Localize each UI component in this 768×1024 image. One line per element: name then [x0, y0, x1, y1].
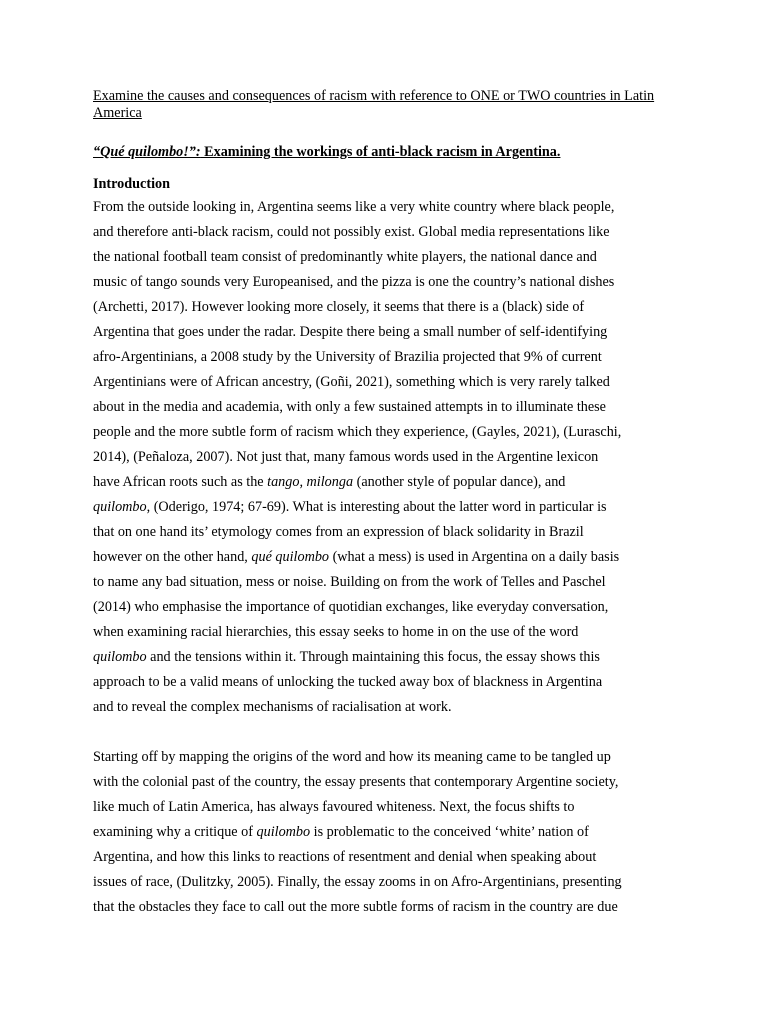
text-line	[93, 645, 683, 670]
text-line	[93, 470, 683, 495]
text-run: and therefore anti-black racism, could not possibly exist. Global media representations like	[93, 224, 610, 240]
text-line	[93, 220, 683, 245]
paragraph-1	[93, 195, 683, 720]
paragraph-2	[93, 745, 683, 920]
text-line	[93, 195, 683, 220]
text-line	[93, 845, 683, 870]
text-run: Argentinians were of African ancestry, (Goñi, 2021), something which is very rarely talked	[93, 374, 610, 390]
text-line	[93, 545, 683, 570]
essay-title-italic: “Qué quilombo!”:	[93, 144, 201, 160]
text-line	[93, 695, 683, 720]
text-run: (2014) who emphasise the importance of quotidian exchanges, like everyday conversation,	[93, 599, 609, 615]
text-run: afro-Argentinians, a 2008 study by the University of Brazilia projected that 9% of current	[93, 349, 602, 365]
text-line	[93, 270, 683, 295]
text-run: the national football team consist of predominantly white players, the national dance and	[93, 249, 597, 265]
text-line	[93, 620, 683, 645]
text-line	[93, 670, 683, 695]
text-line	[93, 245, 683, 270]
text-run: From the outside looking in, Argentina seems like a very white country where black people,	[93, 199, 615, 215]
text-line	[93, 770, 683, 795]
italic-term: quilombo	[256, 824, 311, 840]
text-run: people and the more subtle form of racism which they experience, (Gayles, 2021), (Luraschi,	[93, 424, 622, 440]
italic-term: quilombo	[93, 499, 147, 515]
text-line	[93, 870, 683, 895]
document-content	[93, 88, 683, 920]
text-run: (another style of popular dance), and	[353, 474, 566, 490]
text-line	[93, 395, 683, 420]
italic-term: quilombo	[93, 649, 147, 665]
text-line	[93, 595, 683, 620]
text-line	[93, 495, 683, 520]
text-line	[93, 520, 683, 545]
text-line	[93, 345, 683, 370]
text-run: , (Oderigo, 1974; 67-69). What is interesting about the latter word in particular is	[146, 499, 607, 515]
italic-term: qué quilombo	[251, 549, 330, 565]
text-run: examining why a critique of	[93, 824, 257, 840]
text-run: (Archetti, 2017). However looking more closely, it seems that there is a (black) side of	[93, 299, 585, 315]
text-run: Argentina, and how this links to reactions of resentment and denial when speaking about	[93, 849, 597, 865]
text-run: when examining racial hierarchies, this essay seeks to home in on the use of the word	[93, 624, 579, 640]
text-line	[93, 795, 683, 820]
text-line	[93, 570, 683, 595]
essay-title-rest: Examining the workings of anti-black racism in Argentina.	[200, 144, 561, 160]
text-run: with the colonial past of the country, the essay presents that contemporary Argentine society,	[93, 774, 619, 790]
text-line	[93, 295, 683, 320]
paragraph-gap	[93, 720, 683, 745]
text-run: however on the other hand,	[93, 549, 252, 565]
text-run: about in the media and academia, with only a few sustained attempts in to illuminate these	[93, 399, 606, 415]
text-run: that the obstacles they face to call out the more subtle forms of racism in the country are due	[93, 899, 618, 915]
text-run: 2014), (Peñaloza, 2007). Not just that, many famous words used in the Argentine lexicon	[93, 449, 599, 465]
essay-title	[93, 144, 683, 161]
section-heading-introduction: Introduction	[93, 176, 170, 192]
text-run: to name any bad situation, mess or noise. Building on from the work of Telles and Paschel	[93, 574, 606, 590]
text-line	[93, 745, 683, 770]
text-run: is problematic to the conceived ‘white’ nation of	[310, 824, 589, 840]
text-line	[93, 420, 683, 445]
text-run: Argentina that goes under the radar. Despite there being a small number of self-identifying	[93, 324, 608, 340]
text-line	[93, 820, 683, 845]
text-run: like much of Latin America, has always favoured whiteness. Next, the focus shifts to	[93, 799, 575, 815]
text-line	[93, 445, 683, 470]
text-run: Starting off by mapping the origins of the word and how its meaning came to be tangled up	[93, 749, 611, 765]
text-line	[93, 895, 683, 920]
text-run: have African roots such as the	[93, 474, 268, 490]
italic-term: tango, milonga	[267, 474, 354, 490]
text-line	[93, 370, 683, 395]
text-run: and to reveal the complex mechanisms of racialisation at work.	[93, 699, 452, 715]
essay-question: Examine the causes and consequences of racism with reference to ONE or TWO countries in Latin America	[93, 88, 655, 121]
text-run: approach to be a valid means of unlocking the tucked away box of blackness in Argentina	[93, 674, 603, 690]
text-line	[93, 320, 683, 345]
text-run: issues of race, (Dulitzky, 2005). Finally, the essay zooms in on Afro-Argentinians, presenting	[93, 874, 622, 890]
text-run: music of tango sounds very Europeanised, and the pizza is one the country’s national dishes	[93, 274, 615, 290]
text-run: (what a mess) is used in Argentina on a daily basis	[329, 549, 620, 565]
text-run: that on one hand its’ etymology comes from an expression of black solidarity in Brazil	[93, 524, 584, 540]
text-run: and the tensions within it. Through maintaining this focus, the essay shows this	[146, 649, 600, 665]
